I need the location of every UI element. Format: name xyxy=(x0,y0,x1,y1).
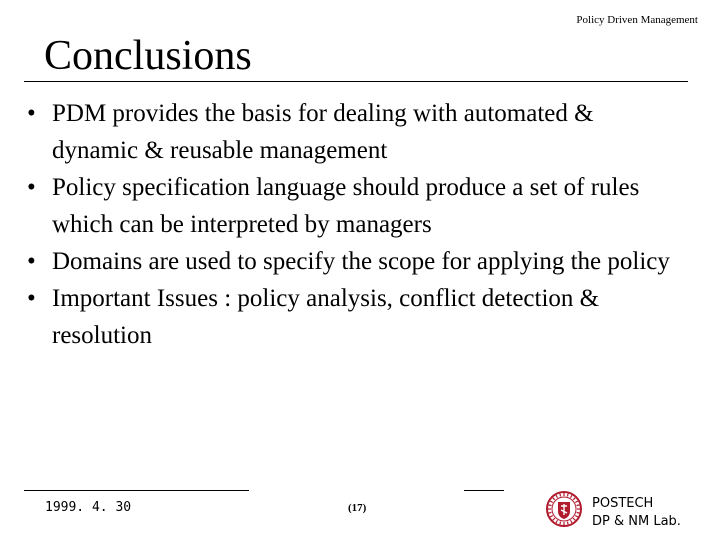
slide-title: Conclusions xyxy=(44,33,252,79)
course-title: Policy Driven Management xyxy=(576,14,698,26)
bullet-marker: • xyxy=(27,285,36,312)
bullet-list xyxy=(27,95,677,354)
page-number: (17) xyxy=(348,502,367,514)
footer-divider-right xyxy=(464,490,504,491)
bullet-text: Domains are used to specify the scope for applying the policy xyxy=(52,248,670,275)
bullet-item xyxy=(27,95,677,169)
bullet-item xyxy=(27,280,677,354)
footer-divider-left xyxy=(24,490,249,491)
lab-name xyxy=(592,495,681,531)
bullet-item xyxy=(27,243,677,280)
bullet-text: Policy specification language should produce a set of rules which can be interpreted by managers xyxy=(52,174,640,238)
postech-emblem-icon xyxy=(546,491,582,527)
bullet-marker: • xyxy=(27,100,36,127)
bullet-text: Important Issues : policy analysis, conflict detection & resolution xyxy=(52,285,600,349)
lab-name-line1: POSTECH xyxy=(592,496,654,511)
bullet-item xyxy=(27,169,677,243)
bullet-text: PDM provides the basis for dealing with automated & dynamic & reusable management xyxy=(52,100,594,164)
lab-name-line2: DP & NM Lab. xyxy=(592,514,681,529)
bullet-marker: • xyxy=(27,174,36,201)
footer-date: 1999. 4. 30 xyxy=(45,500,132,515)
title-divider xyxy=(24,81,688,82)
bullet-marker: • xyxy=(27,248,36,275)
